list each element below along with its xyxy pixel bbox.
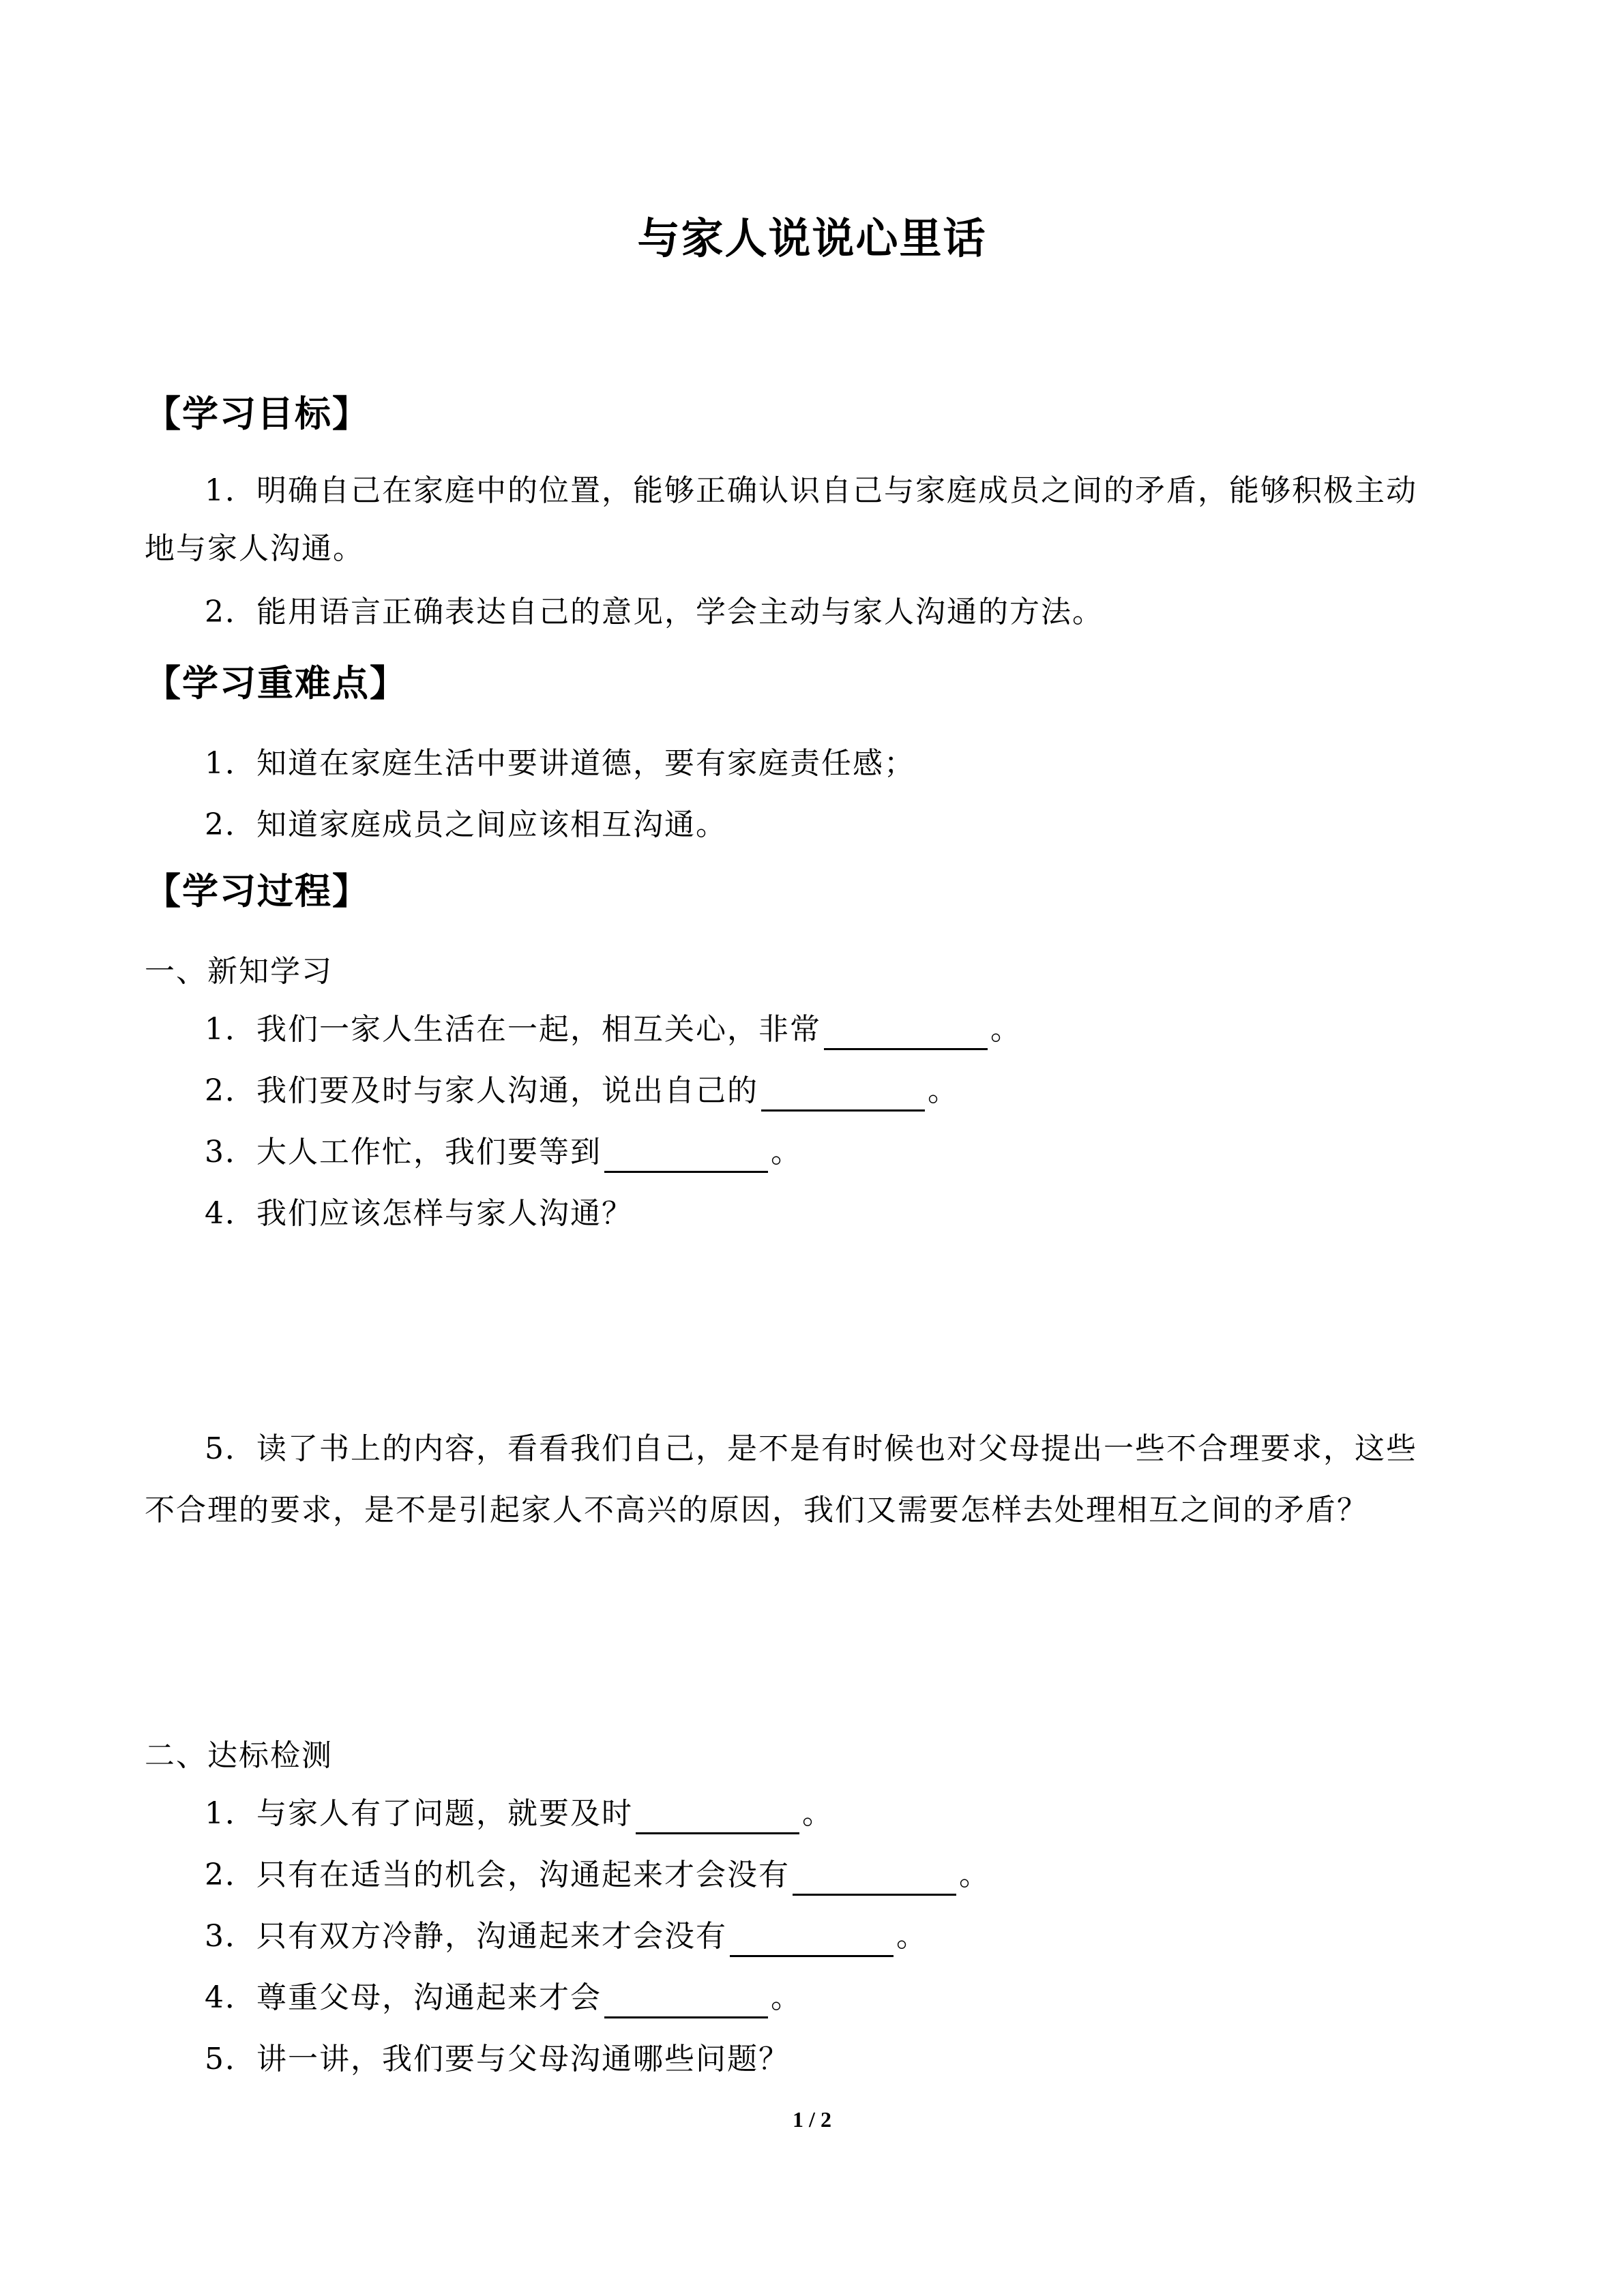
- part1-heading: 一、新知学习: [145, 954, 333, 989]
- part2-question-4: [205, 1978, 802, 2018]
- part1-question-4: 4．我们应该怎样与家人沟通？: [205, 1196, 633, 1231]
- answer-blank[interactable]: [793, 1861, 956, 1896]
- answer-blank[interactable]: [730, 1922, 894, 1957]
- answer-blank[interactable]: [636, 1800, 799, 1834]
- part2-question-1: [205, 1793, 833, 1834]
- part1-question-5-line-2: 不合理的要求，是不是引起家人不高兴的原因，我们又需要怎样去处理相互之间的矛盾？: [145, 1493, 1368, 1527]
- goal-item-1-line-1: 1．明确自己在家庭中的位置，能够正确认识自己与家庭成员之间的矛盾，能够积极主动: [205, 473, 1417, 508]
- answer-blank[interactable]: [604, 1138, 768, 1173]
- question-end: 。: [771, 1135, 802, 1169]
- part1-question-3: [205, 1132, 802, 1173]
- question-end: 。: [928, 1073, 959, 1108]
- part1-question-5-line-1: 5．读了书上的内容，看看我们自己，是不是有时候也对父母提出一些不合理要求，这些: [205, 1431, 1417, 1466]
- page-title: 与家人说说心里话: [637, 213, 987, 263]
- part2-heading: 二、达标检测: [145, 1738, 333, 1773]
- question-text: 2．我们要及时与家人沟通，说出自己的: [205, 1073, 758, 1108]
- question-end: 。: [990, 1012, 1022, 1047]
- question-text: 3．大人工作忙，我们要等到: [205, 1135, 602, 1169]
- goals-heading: 【学习目标】: [145, 393, 370, 435]
- part2-question-5: 5．讲一讲，我们要与父母沟通哪些问题？: [205, 2042, 790, 2076]
- part2-question-2: [205, 1855, 990, 1896]
- question-text: 1．与家人有了问题，就要及时: [205, 1796, 633, 1831]
- question-text: 2．只有在适当的机会，沟通起来才会没有: [205, 1858, 790, 1892]
- part1-question-2: [205, 1071, 959, 1112]
- goal-item-1-line-2: 地与家人沟通。: [145, 531, 364, 566]
- question-end: 。: [802, 1796, 833, 1831]
- key-item-2: 2．知道家庭成员之间应该相互沟通。: [205, 807, 727, 842]
- part1-question-1: [205, 1009, 1022, 1050]
- key-points-heading: 【学习重难点】: [145, 663, 407, 704]
- question-text: 4．尊重父母，沟通起来才会: [205, 1980, 602, 2015]
- question-end: 。: [896, 1919, 928, 1954]
- process-heading: 【学习过程】: [145, 871, 370, 912]
- goal-item-2: 2．能用语言正确表达自己的意见，学会主动与家人沟通的方法。: [205, 595, 1104, 629]
- answer-blank[interactable]: [761, 1077, 925, 1112]
- question-end: 。: [771, 1980, 802, 2015]
- answer-blank[interactable]: [604, 1984, 768, 2018]
- key-item-1: 1．知道在家庭生活中要讲道德，要有家庭责任感；: [205, 746, 915, 781]
- question-text: 3．只有双方冷静，沟通起来才会没有: [205, 1919, 727, 1954]
- page-number: 1 / 2: [793, 2107, 831, 2132]
- answer-blank[interactable]: [824, 1015, 988, 1050]
- question-end: 。: [959, 1858, 990, 1892]
- question-text: 1．我们一家人生活在一起，相互关心，非常: [205, 1012, 821, 1047]
- part2-question-3: [205, 1916, 928, 1957]
